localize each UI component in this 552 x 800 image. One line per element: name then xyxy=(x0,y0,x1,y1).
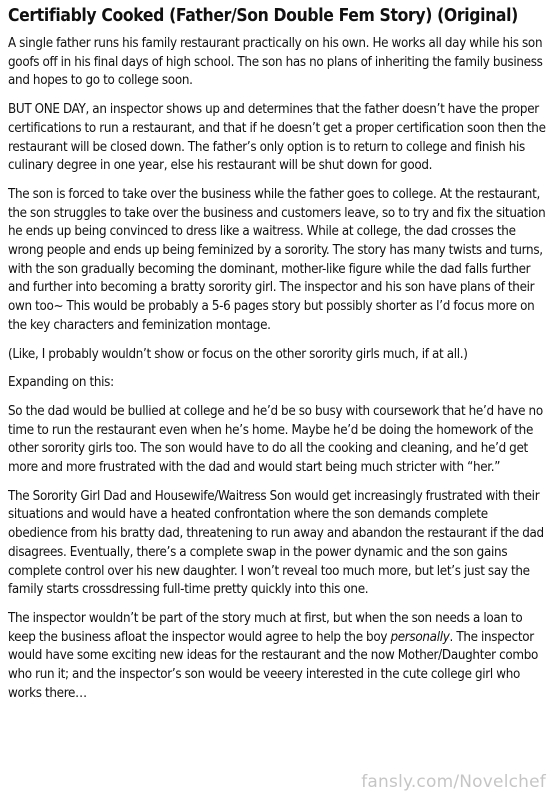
watermark: fansly.com/Novelchef xyxy=(361,772,546,792)
paragraph-son-takes-over: The son is forced to take over the business while the father goes to college. At the restaurant, the son struggles to take over the business and customers leave, so to try and fix the situation he ends up being convinced to dress like a waitress. While at college, the dad crosses the wrong people and ends up being feminized by a sorority. The story has many twists and turns, with the son gradually becoming the dominant, mother-like figure while the dad falls further and further into becoming a bratty sorority girl. The inspector and his son have plans of their own too~ This would be probably a 5-6 pages story but possibly shorter as I’d focus more on the key characters and feminization montage. xyxy=(8,186,546,333)
paragraph-inspector-loan-part3: . The inspector would have some exciting new ideas for the restaurant and the now Mother/Daughter combo who run it; and the inspector’s son would be veeery interested in the cute college girl who works there… xyxy=(8,629,539,701)
paragraph-confrontation: The Sorority Girl Dad and Housewife/Waitress Son would get increasingly frustrated with their situations and would have a heated confrontation where the son demands complete obedience from his bratty dad, threatening to run away and abandon the restaurant if the dad disagrees. Eventually, there’s a complete swap in the power dynamic and the son gains complete control over his new daughter. I won’t reveal too much more, but let’s just say the family starts crossdressing full-time pretty quickly into this one. xyxy=(8,488,544,598)
paragraph-aside: (Like, I probably wouldn’t show or focus on the other sorority girls much, if at all.) xyxy=(8,346,468,362)
paragraph-intro: A single father runs his family restaurant practically on his own. He works all day while his son goofs off in his final days of high school. The son has no plans of inheriting the family business and hopes to go to college soon. xyxy=(8,36,543,89)
paragraph-expanding-heading: Expanding on this: xyxy=(8,375,114,391)
story-title: Certifiably Cooked (Father/Son Double Fem Story) (Original) xyxy=(8,6,518,26)
paragraph-inspector-arrives: BUT ONE DAY, an inspector shows up and determines that the father doesn’t have the proper certifications to run a restaurant, and that if he doesn’t get a proper certification soon then the restaurant will be closed down. The father’s only option is to return to college and finish his culinary degree in one year, else his restaurant will be shut down for good. xyxy=(8,102,546,174)
paragraph-inspector-loan-part1: The inspector wouldn’t be part of the story much at first, but when the son needs a loan to keep the business afloat the inspector would agree to help the boy xyxy=(8,610,523,645)
paragraph-dad-bullied: So the dad would be bullied at college and he’d be so busy with coursework that he’d have no time to run the restaurant even when he’s home. Maybe he’d be doing the homework of the other sorority girls too. The son would have to do all the cooking and cleaning, and he’d get more and more frustrated with the dad and would start being much stricter with “her.” xyxy=(8,403,543,476)
emphasis-personally: personally xyxy=(390,629,450,645)
paragraph-inspector-loan xyxy=(8,610,547,704)
